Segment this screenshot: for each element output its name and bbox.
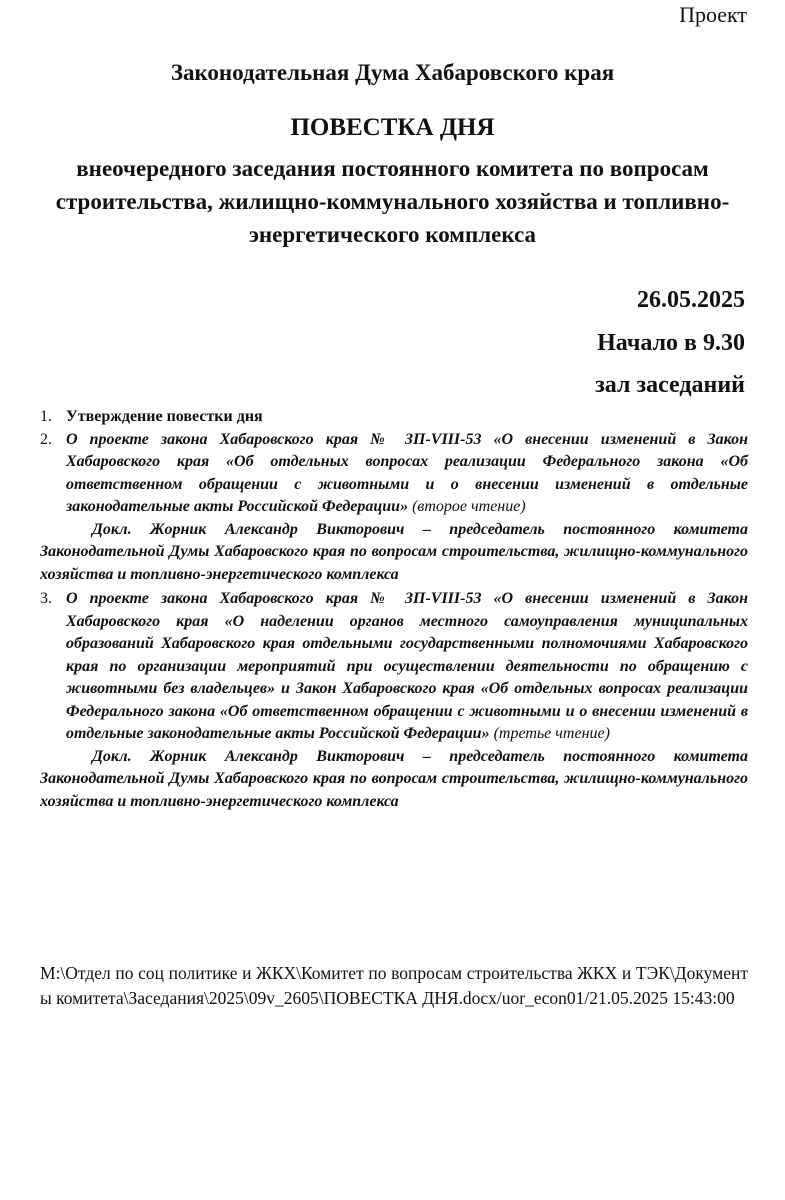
- meeting-location: зал заседаний: [595, 372, 745, 398]
- agenda-item-text: [66, 588, 748, 746]
- agenda-item-speaker: Докл. Жорник Александр Викторович – председатель постоянного комитета Законодательной Думы Хабаровского края по вопросам строительства, жилищно-коммунального хозяйства и топливно-энергетического комплекса: [40, 747, 748, 810]
- agenda-item-number: 3.: [40, 590, 52, 607]
- meeting-start-time: Начало в 9.30: [597, 330, 745, 356]
- page-title: ПОВЕСТКА ДНЯ: [290, 114, 495, 141]
- page-subtitle: внеочередного заседания постоянного комитета по вопросам строительства, жилищно-коммунального хозяйства и топливно-энергетического комплекса: [55, 156, 730, 247]
- agenda-item-text: Утверждение повестки дня: [66, 408, 263, 425]
- agenda-item: [40, 406, 748, 429]
- agenda-item-reading: (третье чтение): [493, 725, 610, 742]
- agenda-item: [40, 588, 748, 746]
- agenda-item-title: О проекте закона Хабаровского края № ЗП-VIII-53 «О внесении изменений в Закон Хабаровского края «Об отдельных вопросах реализации Федерального закона «Об ответственном обращении с животными и о внесении изменений в отдельные законодательные акты Российской Федерации»: [66, 430, 748, 515]
- file-path-footer: М:\Отдел по соц политике и ЖКХ\Комитет по вопросам строительства ЖКХ и ТЭК\Документы комитета\Заседания\2025\09v_2605\ПОВЕСТКА ДНЯ.docx/uor_econ01/21.05.2025 15:43:00: [40, 963, 748, 1008]
- agenda-list: [40, 406, 748, 813]
- agenda-item-number: 2.: [40, 430, 52, 448]
- agenda-item-speaker: Докл. Жорник Александр Викторович – председатель постоянного комитета Законодательной Думы Хабаровского края по вопросам строительства, жилищно-коммунального хозяйства и топливно-энергетического комплекса: [40, 520, 748, 583]
- meeting-date: 26.05.2025: [637, 287, 745, 313]
- project-label: Проект: [679, 2, 747, 27]
- agenda-item: [40, 429, 748, 519]
- organization-title: Законодательная Дума Хабаровского края: [170, 60, 615, 85]
- agenda-item-number: 1.: [40, 408, 52, 425]
- agenda-item-title: О проекте закона Хабаровского края № ЗП-VIII-53 «О внесении изменений в Закон Хабаровского края «О наделении органов местного самоуправления муниципальных образований Хабаровского края отдельными государственными полномочиями Хабаровского края по организации мероприятий при осуществлении деятельности по обращению с животными без владельцев» и Закон Хабаровского края «Об отдельных вопросах реализации Федерального закона «Об ответственном обращении с животными и о внесении изменений в отдельные законодательные акты Российской Федерации»: [66, 590, 748, 742]
- agenda-item-text: [66, 429, 748, 519]
- agenda-item-reading: (второе чтение): [412, 498, 526, 515]
